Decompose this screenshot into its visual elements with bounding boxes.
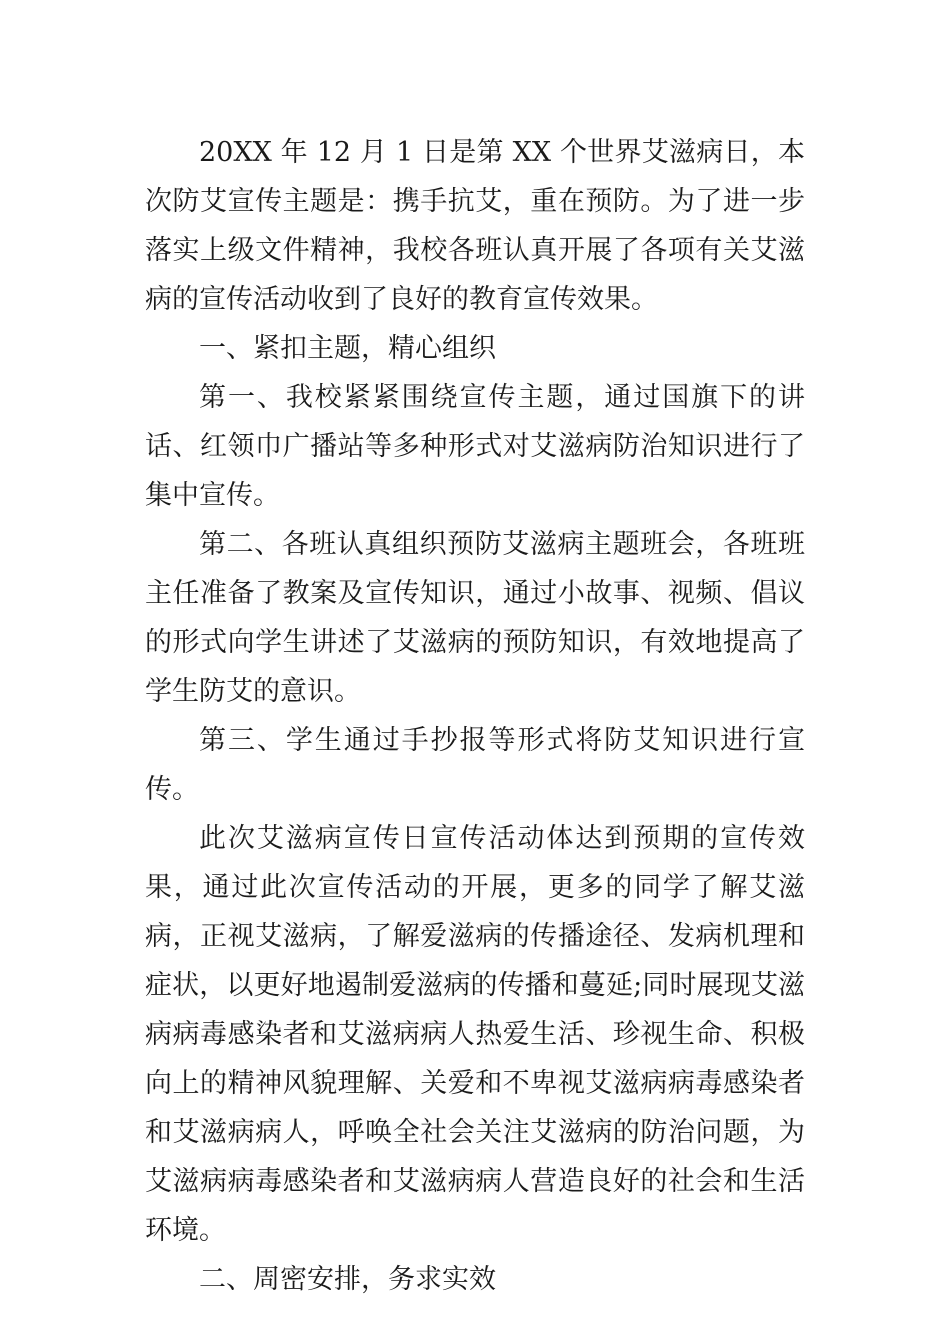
paragraph-second: 第二、各班认真组织预防艾滋病主题班会，各班班主任准备了教案及宣传知识，通过小故事、视频、倡议的形式向学生讲述了艾滋病的预防知识，有效地提高了学生防艾的意识。 (145, 529, 805, 707)
paragraph-third: 第三、学生通过手抄报等形式将防艾知识进行宣传。 (145, 725, 805, 805)
paragraph-first: 第一、我校紧紧围绕宣传主题，通过国旗下的讲话、红领巾广播站等多种形式对艾滋病防治知识进行了集中宣传。 (145, 382, 805, 511)
section-heading-1: 一、紧扣主题，精心组织 (199, 333, 496, 364)
document-body (145, 128, 805, 1304)
section-heading-2: 二、周密安排，务求实效 (199, 1264, 496, 1295)
paragraph-intro: 20XX 年 12 月 1 日是第 XX 个世界艾滋病日，本次防艾宣传主题是：携手抗艾，重在预防。为了进一步落实上级文件精神，我校各班认真开展了各项有关艾滋病的宣传活动收到了良好的教育宣传效果。 (145, 137, 805, 315)
paragraph-summary: 此次艾滋病宣传日宣传活动体达到预期的宣传效果，通过此次宣传活动的开展，更多的同学了解艾滋病，正视艾滋病，了解爱滋病的传播途径、发病机理和症状，以更好地遏制爱滋病的传播和蔓延;同时展现艾滋病病毒感染者和艾滋病病人热爱生活、珍视生命、积极向上的精神风貌理解、关爱和不卑视艾滋病病毒感染者和艾滋病病人，呼唤全社会关注艾滋病的防治问题，为艾滋病病毒感染者和艾滋病病人营造良好的社会和生活环境。 (145, 823, 805, 1246)
